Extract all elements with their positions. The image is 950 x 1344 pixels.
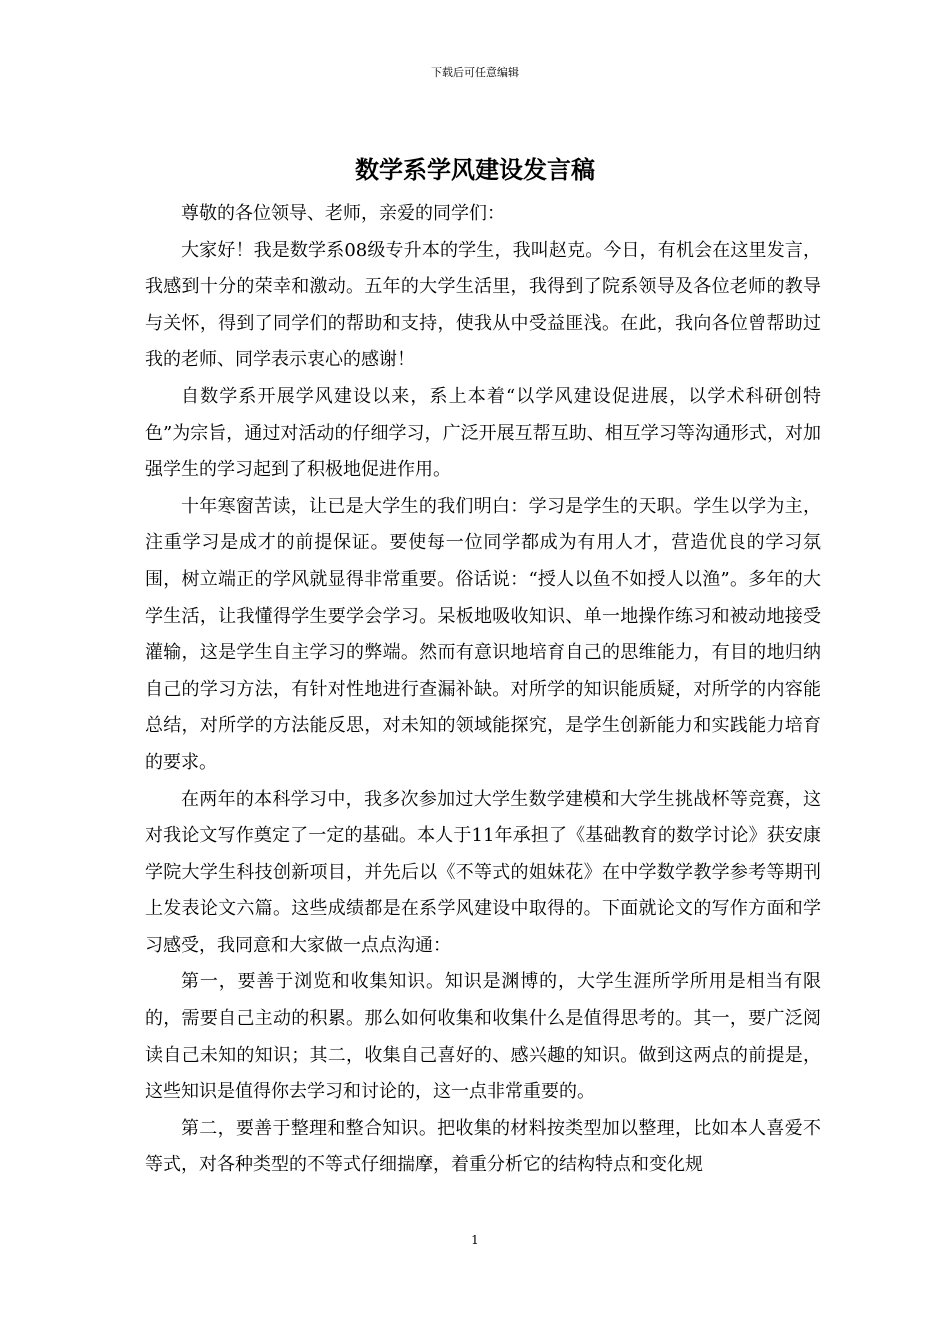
body-paragraph: 第一，要善于浏览和收集知识。知识是渊博的，大学生涯所学所用是相当有限的，需要自己主动的积累。那么如何收集和收集什么是值得思考的。其一，要广泛阅读自己未知的知识；其二，收集自己喜好的、感兴趣的知识。做到这两点的前提是，这些知识是值得你去学习和讨论的，这一点非常重要的。 xyxy=(145,971,821,1103)
body-paragraph: 第二，要善于整理和整合知识。把收集的材料按类型加以整理，比如本人喜爱不等式，对各种类型的不等式仔细揣摩，着重分析它的结构特点和变化规 xyxy=(145,1117,821,1176)
document-title: 数学系学风建设发言稿 xyxy=(355,155,595,184)
body-paragraph: 十年寒窗苦读，让已是大学生的我们明白：学习是学生的天职。学生以学为主，注重学习是成才的前提保证。要使每一位同学都成为有用人才，营造优良的学习氛围，树立端正的学风就显得非常重要。俗话说：“授人以鱼不如授人以渔”。多年的大学生活，让我懂得学生要学会学习。呆板地吸收知识、单一地操作练习和被动地接受灌输，这是学生自主学习的弊端。然而有意识地培育自己的思维能力，有目的地归纳自己的学习方法，有针对性地进行查漏补缺。对所学的知识能质疑，对所学的内容能总结，对所学的方法能反思，对未知的领域能探究，是学生创新能力和实践能力培育的要求。 xyxy=(145,495,821,773)
document-body xyxy=(145,196,821,1184)
page-number: 1 xyxy=(471,1233,479,1247)
body-paragraph: 大家好！我是数学系08级专升本的学生，我叫赵克。今日，有机会在这里发言，我感到十分的荣幸和激动。五年的大学生活里，我得到了院系领导及各位老师的教导与关怀，得到了同学们的帮助和支持，使我从中受益匪浅。在此，我向各位曾帮助过我的老师、同学表示衷心的感谢！ xyxy=(145,239,821,371)
page-header-note: 下载后可任意编辑 xyxy=(431,66,519,79)
body-paragraph: 自数学系开展学风建设以来，系上本着“以学风建设促进展，以学术科研创特色”为宗旨，通过对活动的仔细学习，广泛开展互帮互助、相互学习等沟通形式，对加强学生的学习起到了积极地促进作用。 xyxy=(145,385,821,481)
salutation-paragraph: 尊敬的各位领导、老师，亲爱的同学们： xyxy=(181,203,505,224)
body-paragraph: 在两年的本科学习中，我多次参加过大学生数学建模和大学生挑战杯等竞赛，这对我论文写作奠定了一定的基础。本人于11年承担了《基础教育的数学讨论》获安康学院大学生科技创新项目，并先后以《不等式的姐妹花》在中学数学教学参考等期刊上发表论文六篇。这些成绩都是在系学风建设中取得的。下面就论文的写作方面和学习感受，我同意和大家做一点点沟通： xyxy=(145,788,821,956)
